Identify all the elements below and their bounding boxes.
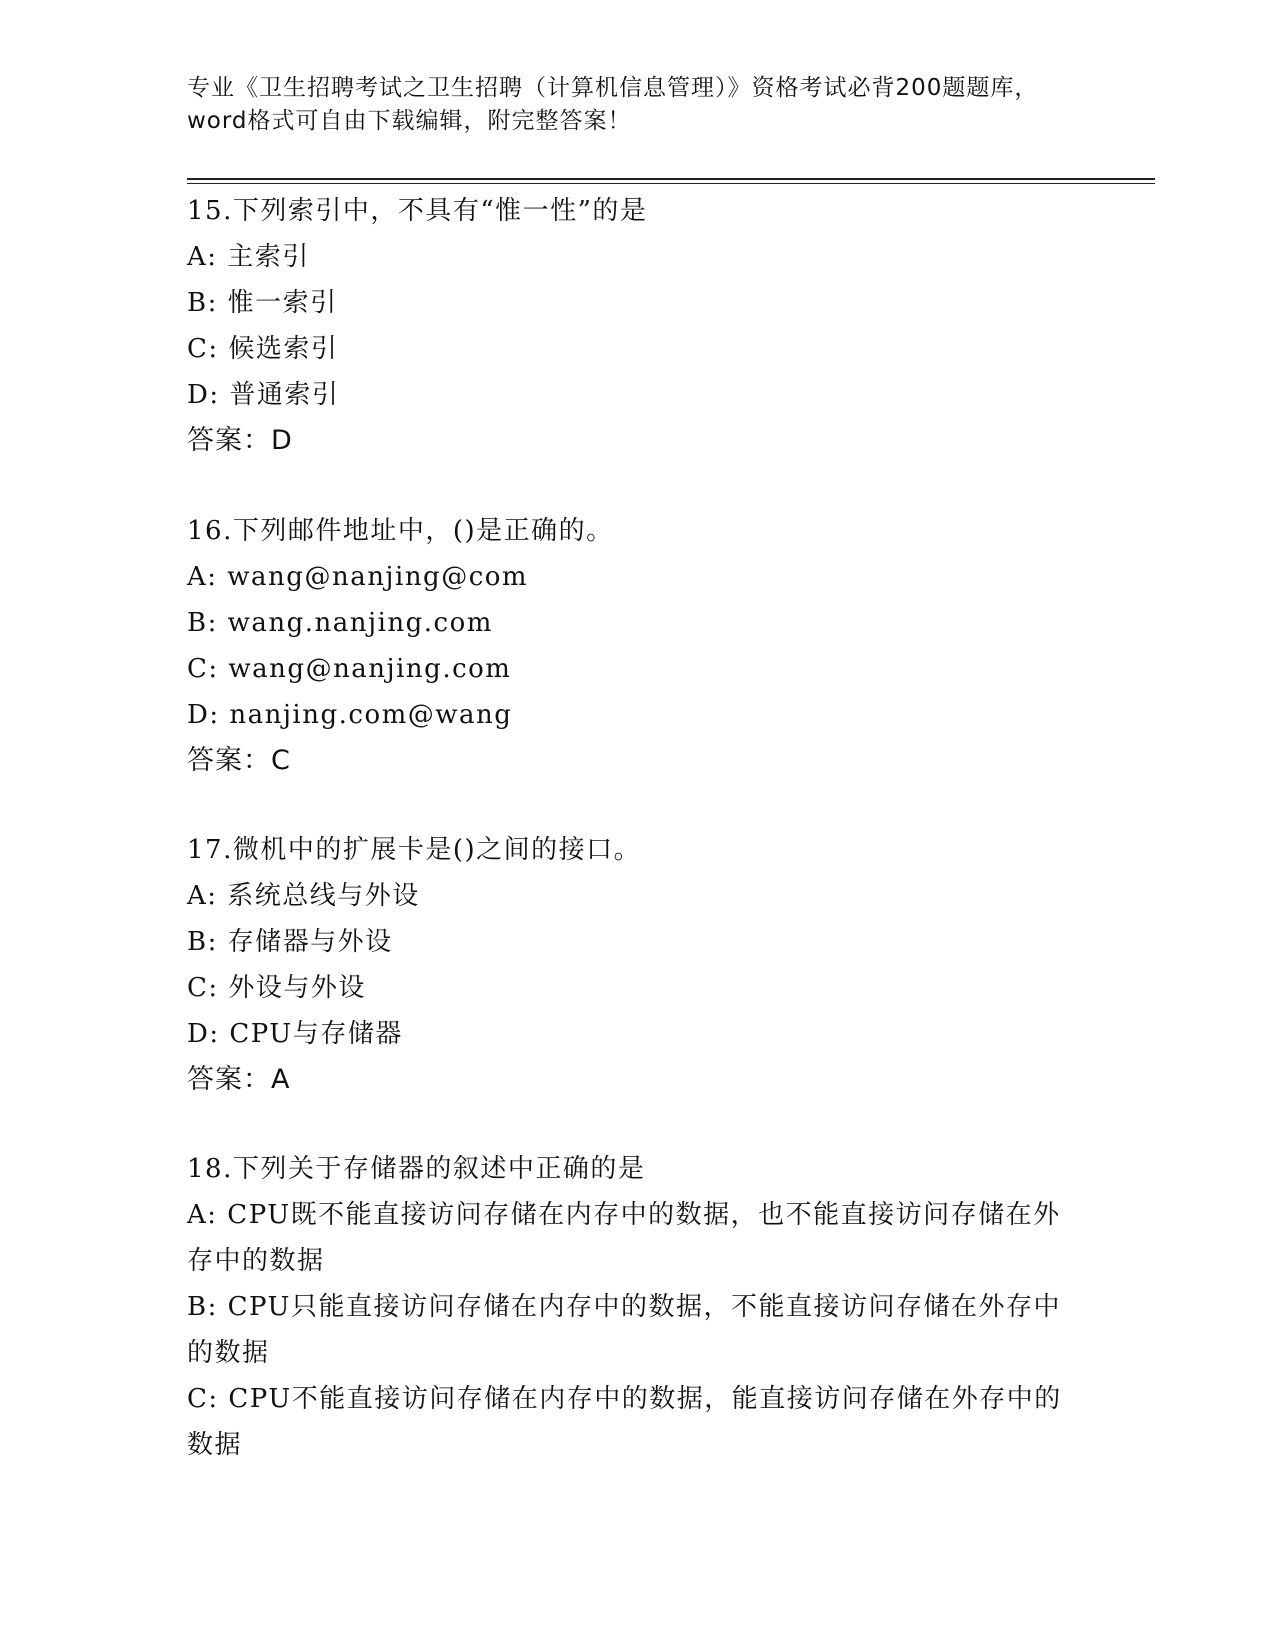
option-d: D: nanjing.com@wang bbox=[187, 700, 513, 730]
header-divider-thin bbox=[187, 183, 1155, 184]
option-c: C: 外设与外设 bbox=[187, 973, 366, 1003]
option-c: C: 候选索引 bbox=[187, 334, 339, 364]
option-b: B: 惟一索引 bbox=[187, 288, 338, 318]
question-stem: 15.下列索引中，不具有“惟一性”的是 bbox=[187, 196, 648, 226]
question-17 bbox=[187, 827, 1107, 1103]
question-stem: 18.下列关于存储器的叙述中正确的是 bbox=[187, 1154, 646, 1184]
option-c: C: CPU不能直接访问存储在内存中的数据，能直接访问存储在外存中的数据 bbox=[187, 1384, 1062, 1460]
question-stem: 17.微机中的扩展卡是()之间的接口。 bbox=[187, 835, 642, 865]
option-b: B: CPU只能直接访问存储在内存中的数据，不能直接访问存储在外存中的数据 bbox=[187, 1292, 1061, 1368]
header-title-line-1: 专业《卫生招聘考试之卫生招聘（计算机信息管理）》资格考试必背200题题库， bbox=[187, 75, 1039, 101]
header-divider-thick bbox=[187, 178, 1155, 180]
option-c: C: wang@nanjing.com bbox=[187, 654, 512, 684]
header-title-line-2: word格式可自由下载编辑，附完整答案！ bbox=[187, 108, 632, 134]
document-header bbox=[187, 72, 1087, 138]
answer-line: 答案：A bbox=[187, 1064, 291, 1095]
option-d: D: CPU与存储器 bbox=[187, 1019, 403, 1049]
option-b: B: wang.nanjing.com bbox=[187, 608, 493, 638]
option-d: D: 普通索引 bbox=[187, 380, 340, 410]
question-16 bbox=[187, 508, 1107, 784]
question-15 bbox=[187, 188, 1107, 464]
answer-line: 答案：C bbox=[187, 745, 291, 776]
question-18 bbox=[187, 1146, 1107, 1468]
option-a: A: CPU既不能直接访问存储在内存中的数据，也不能直接访问存储在外存中的数据 bbox=[187, 1200, 1061, 1276]
option-b: B: 存储器与外设 bbox=[187, 927, 393, 957]
option-a: A: 主索引 bbox=[187, 242, 310, 272]
option-a: A: wang@nanjing@com bbox=[187, 562, 529, 592]
answer-line: 答案：D bbox=[187, 425, 293, 456]
option-a: A: 系统总线与外设 bbox=[187, 881, 420, 911]
question-stem: 16.下列邮件地址中，()是正确的。 bbox=[187, 516, 614, 546]
